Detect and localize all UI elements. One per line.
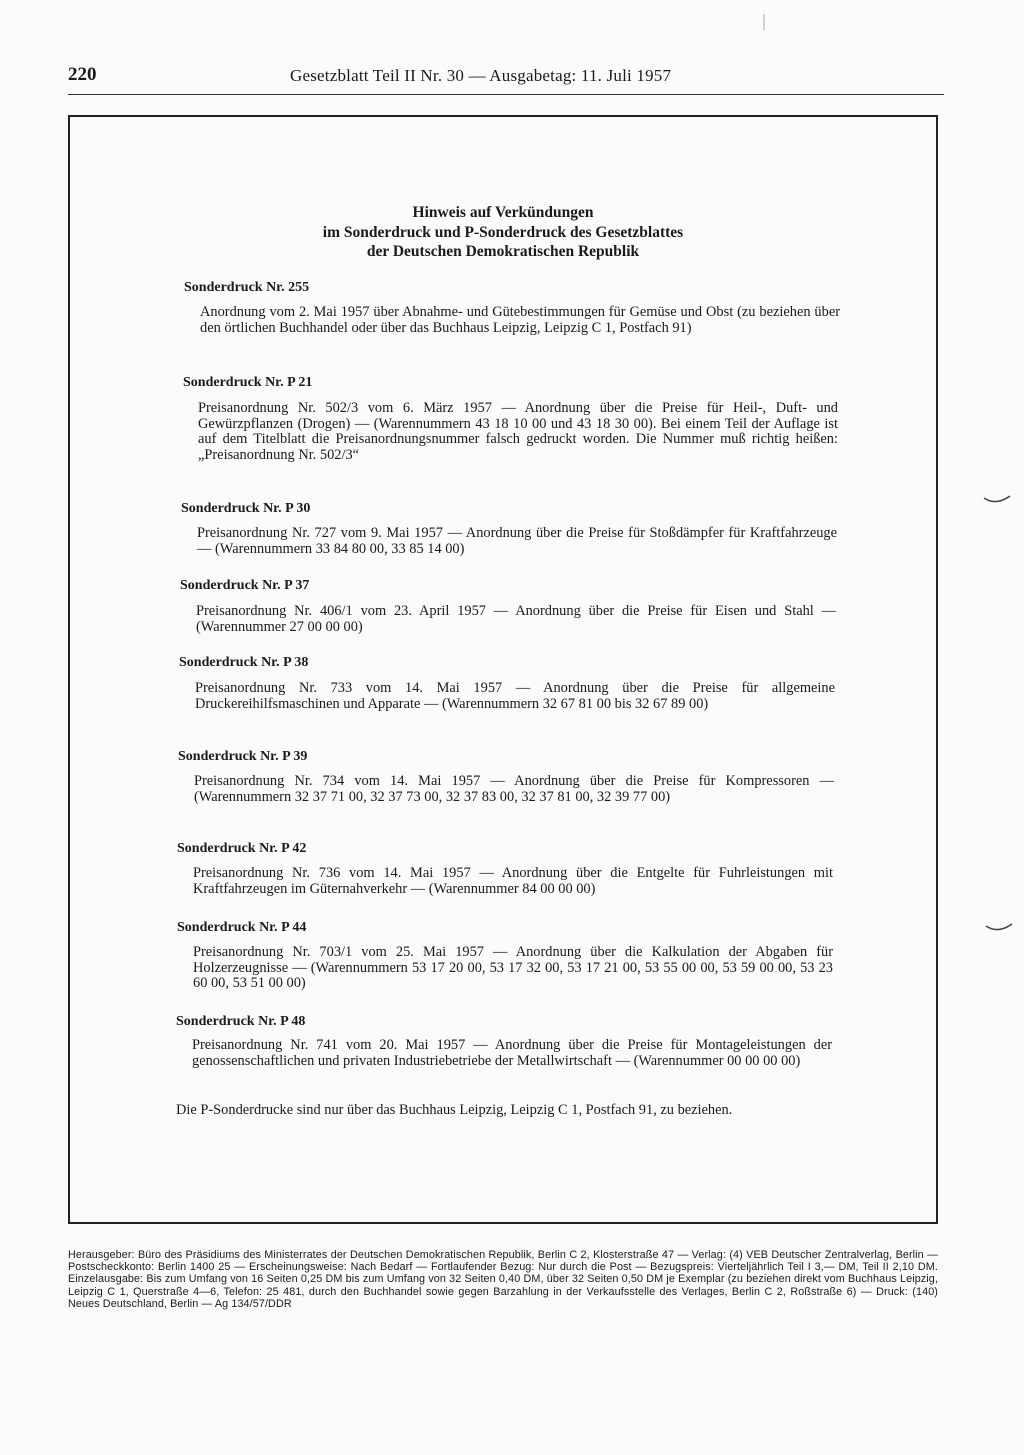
entry-heading-255: Sonderdruck Nr. 255 (184, 280, 310, 295)
entry-body-p48: Preisanordnung Nr. 741 vom 20. Mai 1957 — Anordnung über die Preise für Montageleistungen der genossenschaftlichen und privaten Industriebetriebe der Metallwirtschaft — (Warennummer 00 00 00 00) (192, 1037, 832, 1069)
closing-note: Die P-Sonderdrucke sind nur über das Buchhaus Leipzig, Leipzig C 1, Postfach 91, zu beziehen. (176, 1102, 733, 1118)
entry-heading-p21: Sonderdruck Nr. P 21 (183, 375, 313, 390)
entry-heading-p39: Sonderdruck Nr. P 39 (178, 749, 308, 764)
imprint: Herausgeber: Büro des Präsidiums des Ministerrates der Deutschen Demokratischen Republik, Berlin C 2, Klosterstraße 47 — Verlag: (4) VEB Deutscher Zentralverlag, Berlin — Postscheckkonto: Berlin 1400 25 — Erscheinungsweise: Nach Bedarf — Fortlaufender Bezug: Nur durch die Post — Bezugspreis: Vierteljährlich Teil I 3,— DM, Teil II 2,10 DM. Einzelausgabe: Bis zum Umfang von 16 Seiten 0,25 DM bis zum Umfang von 32 Seiten 0,40 DM, über 32 Seiten 0,50 DM je Exemplar (zu beziehen direkt vom Buchhaus Leipzig, Leipzig C 1, Querstraße 4—6, Telefon: 25 481, durch den Buchhandel sowie gegen Barzahlung in der Verkaufsstelle des Verlages, Berlin C 2, Roßstraße 6) — Druck: (140) Neues Deutschland, Berlin — Ag 134/57/DDR (68, 1249, 938, 1310)
margin-scan-mark (760, 12, 768, 32)
entry-body-p39: Preisanordnung Nr. 734 vom 14. Mai 1957 — Anordnung über die Preise für Kompressoren — (Warennummern 32 37 71 00, 32 37 73 00, 32 37 83 00, 32 37 81 00, 32 39 77 00) (194, 773, 834, 805)
entry-heading-p42: Sonderdruck Nr. P 42 (177, 841, 307, 856)
entry-body-p42: Preisanordnung Nr. 736 vom 14. Mai 1957 — Anordnung über die Entgelte für Fuhrleistungen mit Kraftfahrzeugen im Güternahverkehr — (Warennummer 84 00 00 00) (193, 865, 833, 897)
notice-title-line: der Deutschen Demokratischen Republik (366, 243, 640, 260)
margin-scan-mark (984, 920, 1014, 936)
page-header (68, 64, 944, 95)
entry-heading-p38: Sonderdruck Nr. P 38 (179, 655, 309, 670)
notice-title (70, 203, 936, 262)
entry-body-p38: Preisanordnung Nr. 733 vom 14. Mai 1957 — Anordnung über die Preise für allgemeine Druckereihilfsmaschinen und Apparate — (Warennummern 32 67 81 00 bis 32 67 89 00) (195, 680, 835, 712)
entry-heading-p37: Sonderdruck Nr. P 37 (180, 578, 310, 593)
notice-title-line: im Sonderdruck und P-Sonderdruck des Gesetzblattes (322, 223, 684, 241)
margin-scan-mark (982, 492, 1012, 508)
entry-heading-p44: Sonderdruck Nr. P 44 (177, 920, 307, 935)
page-number: 220 (68, 64, 97, 85)
notice-box (68, 115, 938, 1224)
gazette-issue-title: Gesetzblatt Teil II Nr. 30 — Ausgabetag: 11. Juli 1957 (290, 66, 672, 85)
entry-body-p30: Preisanordnung Nr. 727 vom 9. Mai 1957 — Anordnung über die Preise für Stoßdämpfer für Kraftfahrzeuge — (Warennummern 33 84 80 00, 33 85 14 00) (197, 525, 837, 557)
entry-heading-p30: Sonderdruck Nr. P 30 (181, 501, 311, 516)
entry-body-255: Anordnung vom 2. Mai 1957 über Abnahme- und Gütebestimmungen für Gemüse und Obst (zu beziehen über den örtlichen Buchhandel oder über das Buchhaus Leipzig, Leipzig C 1, Postfach 91) (200, 304, 840, 336)
entry-body-p37: Preisanordnung Nr. 406/1 vom 23. April 1957 — Anordnung über die Preise für Eisen und Stahl — (Warennummer 27 00 00 00) (196, 603, 836, 635)
entry-body-p44: Preisanordnung Nr. 703/1 vom 25. Mai 1957 — Anordnung über die Kalkulation der Abgaben für Holzerzeugnisse — (Warennummern 53 17 20 00, 53 17 32 00, 53 17 21 00, 53 55 00 00, 53 59 00 00, 53 23 60 00, 53 51 00 00) (193, 944, 833, 992)
entry-heading-p48: Sonderdruck Nr. P 48 (176, 1014, 306, 1029)
entry-body-p21: Preisanordnung Nr. 502/3 vom 6. März 1957 — Anordnung über die Preise für Heil-, Duft- und Gewürzpflanzen (Drogen) — (Warennummern 43 18 10 00 und 43 18 30 00). Bei einem Teil der Auflage ist auf dem Titelblatt die Preisanordnungsnummer falsch gedruckt worden. Die Nummer muß richtig heißen: „Preisanordnung Nr. 502/3“ (198, 400, 838, 463)
notice-title-line: Hinweis auf Verkündungen (412, 204, 594, 221)
